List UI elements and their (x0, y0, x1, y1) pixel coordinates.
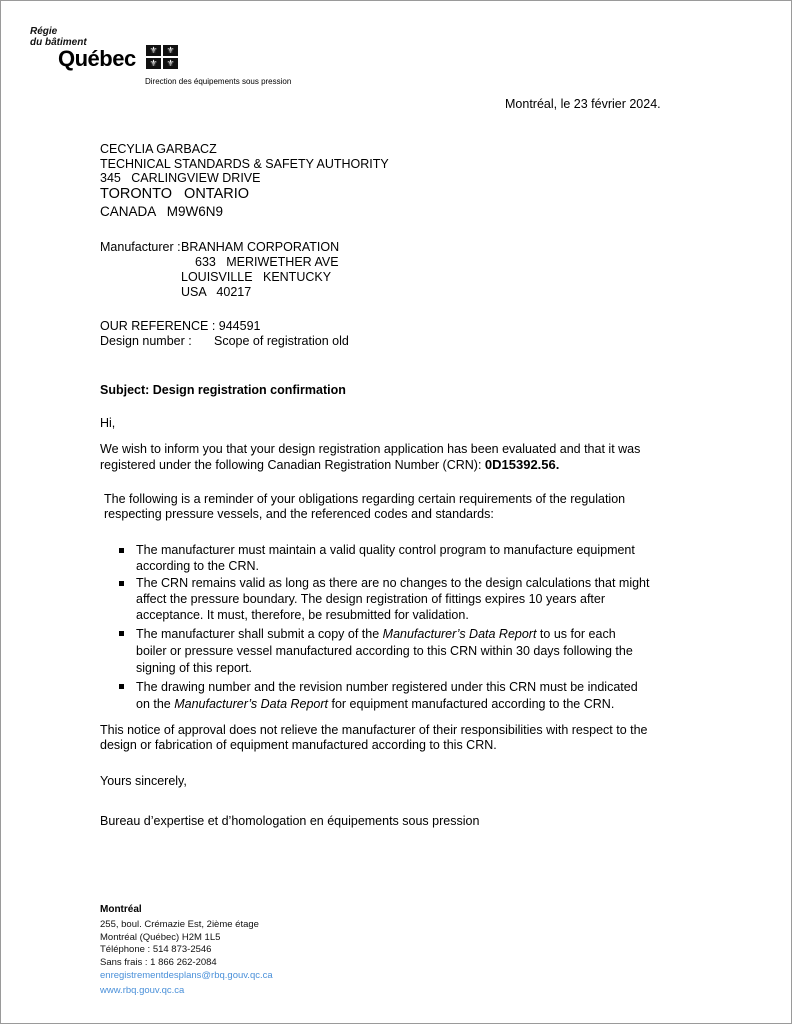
logo-direction-text: Direction des équipements sous pression (145, 77, 292, 86)
list-item (118, 626, 678, 677)
bullet-icon (119, 631, 124, 636)
recipient-name: CECYLIA GARBACZ (100, 142, 217, 156)
list-item-text (136, 626, 678, 643)
recipient-organization: TECHNICAL STANDARDS & SAFETY AUTHORITY (100, 157, 389, 171)
list-item-text: boiler or pressure vessel manufactured according to this CRN within 30 days following the (136, 643, 633, 658)
subject-line: Subject: Design registration confirmation (100, 383, 346, 397)
intro-text: registered under the following Canadian Registration Number (CRN): (100, 458, 485, 472)
manufacturer-name: BRANHAM CORPORATION (181, 240, 340, 254)
list-item-text: The manufacturer must maintain a valid quality control program to manufacture equipment (136, 543, 635, 557)
design-number-label: Design number : (100, 334, 192, 348)
manufacturer-label: Manufacturer : (100, 240, 181, 254)
manufacturer-country-postal: USA 40217 (181, 285, 252, 299)
fleur-de-lis-flag-icon (146, 45, 178, 69)
list-item-text: signing of this report. (136, 660, 253, 675)
recipient-city: TORONTO ONTARIO (100, 186, 250, 202)
footer-toll-free: Sans frais : 1 866 262-2084 (100, 957, 217, 968)
text-run: to us for each (539, 626, 616, 641)
our-reference: OUR REFERENCE : 944591 (100, 319, 261, 333)
logo-regie-line2: du bâtiment (30, 37, 87, 48)
fleur-de-lis-icon: ⚜ (163, 45, 178, 56)
reminder-line1: The following is a reminder of your obligations regarding certain requirements of the regulation (104, 492, 626, 506)
notice-line2: design or fabrication of equipment manufactured according to this CRN. (100, 738, 497, 752)
list-item (118, 576, 678, 623)
list-item-text: according to the CRN. (136, 558, 259, 573)
footer-city: Montréal (100, 904, 142, 915)
footer-phone: Téléphone : 514 873-2546 (100, 944, 212, 955)
design-number-value: Scope of registration old (214, 334, 349, 348)
list-item-text (136, 696, 678, 713)
fleur-de-lis-icon: ⚜ (163, 58, 178, 69)
manufacturers-data-report-italic: Manufacturer’s Data Report (382, 626, 537, 641)
footer-address: 255, boul. Crémazie Est, 2ième étage (100, 919, 259, 930)
footer-email-link[interactable]: enregistrementdesplans@rbq.gouv.qc.ca (100, 970, 273, 981)
bullet-icon (119, 684, 124, 689)
intro-line1: We wish to inform you that your design registration application has been evaluated and that it was (100, 442, 641, 456)
footer-city-postal: Montréal (Québec) H2M 1L5 (100, 932, 221, 943)
bullet-icon (119, 581, 124, 586)
intro-line2 (100, 457, 559, 473)
manufacturer-street: 633 MERIWETHER AVE (195, 255, 339, 269)
bullet-icon (119, 548, 124, 553)
fleur-de-lis-icon: ⚜ (146, 58, 161, 69)
recipient-street: 345 CARLINGVIEW DRIVE (100, 171, 261, 185)
manufacturers-data-report-italic: Manufacturer’s Data Report (174, 696, 329, 711)
reminder-line2: respecting pressure vessels, and the referenced codes and standards: (104, 507, 494, 521)
closing: Yours sincerely, (100, 774, 187, 788)
obligations-list (118, 543, 678, 715)
footer-website-link[interactable]: www.rbq.gouv.qc.ca (100, 985, 185, 996)
crn-number: 0D15392.56. (484, 457, 560, 472)
text-run: The manufacturer shall submit a copy of the (136, 626, 383, 641)
signature: Bureau d’expertise et d’homologation en équipements sous pression (100, 814, 480, 828)
list-item-text: affect the pressure boundary. The design registration of fittings expires 10 years after (136, 592, 606, 607)
list-item (118, 543, 678, 574)
logo-regie-text (30, 26, 87, 48)
list-item (118, 679, 678, 713)
greeting: Hi, (100, 416, 116, 430)
date-line: Montréal, le 23 février 2024. (505, 97, 661, 111)
logo-quebec-wordmark: Québec (58, 46, 136, 71)
fleur-de-lis-icon: ⚜ (146, 45, 161, 56)
list-item-text: The CRN remains valid as long as there are no changes to the design calculations that might (136, 576, 650, 591)
list-item-text: acceptance. It must, therefore, be resubmitted for validation. (136, 607, 469, 622)
list-item-text: The drawing number and the revision number registered under this CRN must be indicated (136, 679, 638, 694)
logo-regie-line1: Régie (30, 26, 58, 37)
notice-line1: This notice of approval does not relieve the manufacturer of their responsibilities with respect to the (100, 723, 648, 737)
recipient-country-postal: CANADA M9W6N9 (100, 204, 224, 219)
text-run: for equipment manufactured according to the CRN. (331, 696, 615, 711)
text-run: on the (136, 696, 175, 711)
manufacturer-city: LOUISVILLE KENTUCKY (181, 270, 332, 284)
